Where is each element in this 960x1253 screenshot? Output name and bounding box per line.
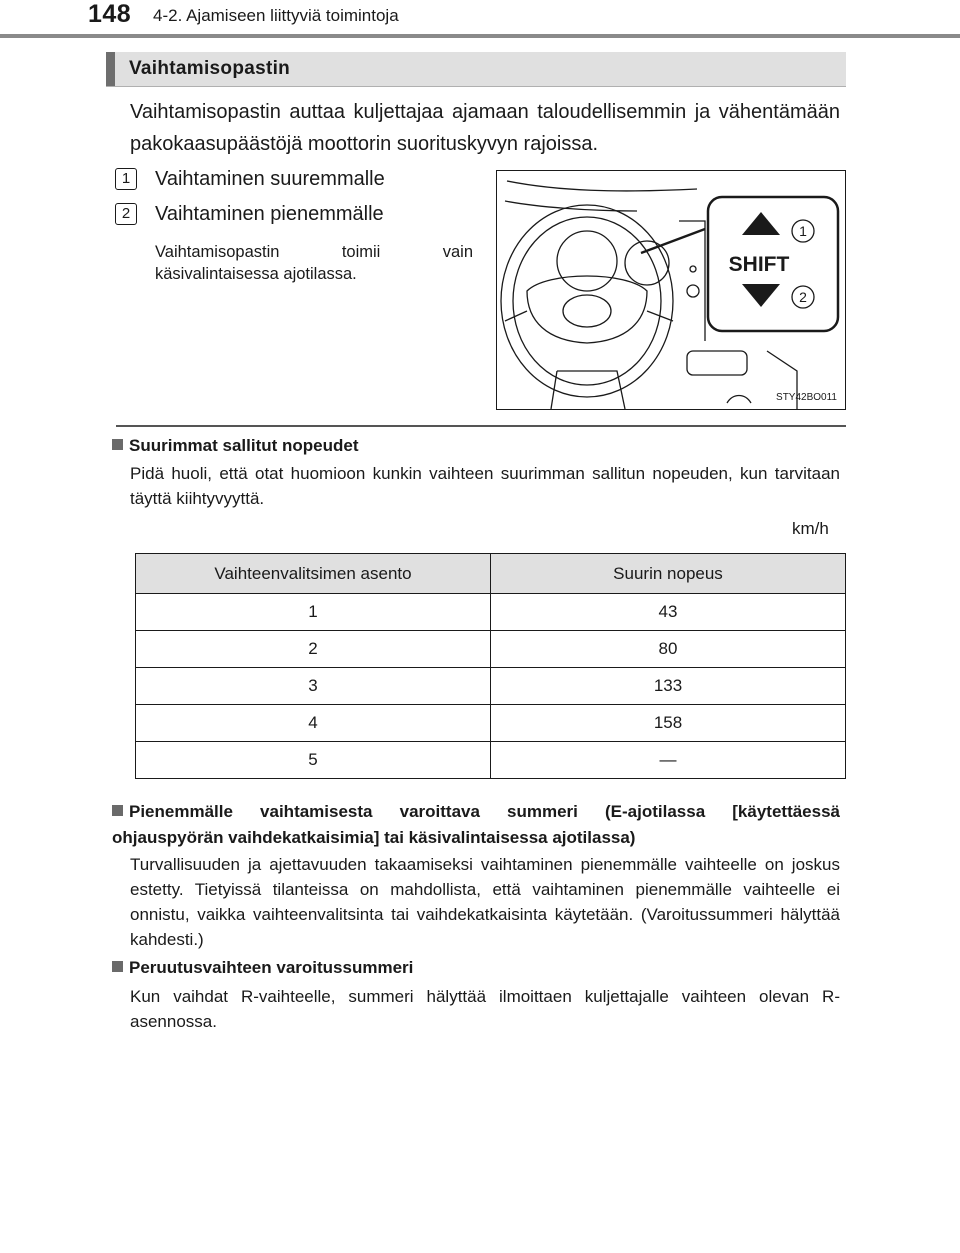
table-cell: 80 <box>491 631 846 668</box>
table-header-row <box>136 554 846 594</box>
item-label-upshift: Vaihtaminen suuremmalle <box>155 168 385 190</box>
chapter-title: 4-2. Ajamiseen liittyviä toimintoja <box>153 6 399 25</box>
paragraph-max-speeds: Pidä huoli, että otat huomioon kunkin vaihteen suurimman sallitun nopeuden, kun tarvitaan täyttä kiihtyvyyttä. <box>130 464 840 508</box>
subheading-downshift-buzzer: Pienemmälle vaihtamisesta varoittava summeri (E-ajotilassa [käytettäessä ohjauspyörän vaihdekatkaisimia] tai käsivalintaisessa ajotilassa) <box>112 802 840 847</box>
column-header-position: Vaihteenvalitsimen asento <box>136 554 491 594</box>
shift-label: SHIFT <box>728 253 790 276</box>
subheading-reverse-buzzer: Peruutusvaihteen varoitussummeri <box>112 958 413 978</box>
table-unit: km/h <box>792 519 829 538</box>
section-heading-bar <box>106 52 846 87</box>
section-accent <box>106 52 115 86</box>
table-cell: 158 <box>491 705 846 742</box>
table-row <box>136 742 846 779</box>
item-number-2: 2 <box>115 203 137 225</box>
table-row <box>136 631 846 668</box>
square-bullet-icon <box>112 961 123 972</box>
column-header-speed: Suurin nopeus <box>491 554 846 594</box>
square-bullet-icon <box>112 805 123 816</box>
section-title: Vaihtamisopastin <box>129 58 291 79</box>
table-row <box>136 705 846 742</box>
note-text: Vaihtamisopastin toimii vain käsivalintaisessa ajotilassa. <box>155 243 473 283</box>
figure-code: STY42BO011 <box>776 392 837 403</box>
table-row <box>136 594 846 631</box>
steering-wheel-illustration <box>496 170 846 410</box>
intro-paragraph: Vaihtamisopastin auttaa kuljettajaa ajamaan taloudellisemmin ja vähentämään pakokaasupäästöjä moottorin suorituskyvyn rajoissa. <box>130 101 840 155</box>
table-row <box>136 668 846 705</box>
subheading-max-speeds: Suurimmat sallitut nopeudet <box>112 436 359 456</box>
table-cell: 4 <box>136 705 491 742</box>
item-number-1: 1 <box>115 168 137 190</box>
section-divider <box>116 425 846 427</box>
item-label-downshift: Vaihtaminen pienemmälle <box>155 203 384 225</box>
paragraph-reverse-buzzer: Kun vaihdat R-vaihteelle, summeri hälyttää ilmoittaen kuljettajalle vaihteen olevan R-asennossa. <box>130 987 840 1031</box>
dashboard-drawing <box>497 171 845 409</box>
callout-1: 1 <box>799 223 807 239</box>
page-number: 148 <box>88 0 132 28</box>
table-cell: 3 <box>136 668 491 705</box>
table-cell: 43 <box>491 594 846 631</box>
table-cell: 5 <box>136 742 491 779</box>
header-divider <box>0 34 960 38</box>
paragraph-downshift-buzzer: Turvallisuuden ja ajettavuuden takaamiseksi vaihtaminen pienemmälle vaihteelle on joskus estetty. Tietyissä tilanteissa on mahdollista, että vaihtaminen pienemmälle vaihteelle ei onnistu, vaikka vaihteenvalitsinta tai vaihdekatkaisinta käytetään. (Varoitussummeri hälyttää kahdesti.) <box>130 855 840 949</box>
table-cell: — <box>491 742 846 779</box>
table-cell: 2 <box>136 631 491 668</box>
table-cell: 1 <box>136 594 491 631</box>
square-bullet-icon <box>112 439 123 450</box>
table-cell: 133 <box>491 668 846 705</box>
speed-table <box>135 553 846 779</box>
callout-2: 2 <box>799 289 807 305</box>
